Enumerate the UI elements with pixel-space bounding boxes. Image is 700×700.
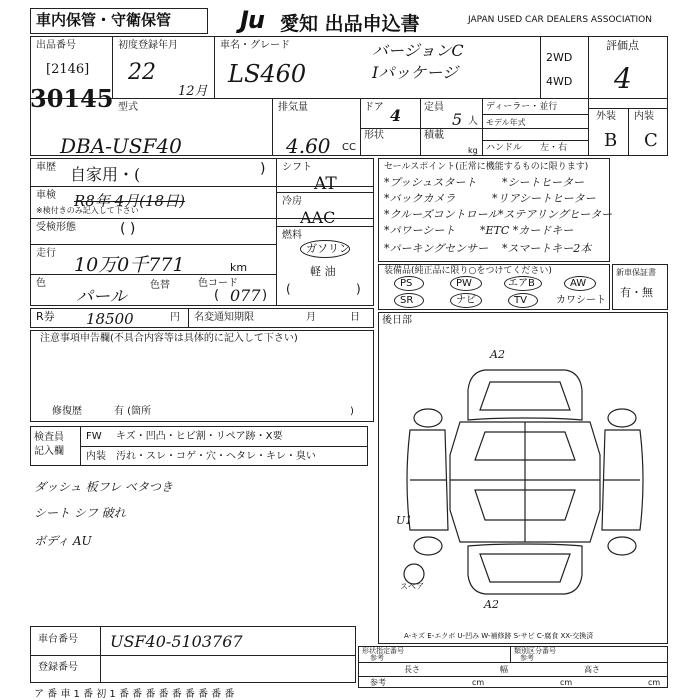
fuel-value2: 軽 油 <box>310 265 336 278</box>
model-grade-line2: Iパッケージ <box>372 63 459 82</box>
selling-left-1: *バックカメラ <box>384 192 456 205</box>
tax-day: 日 <box>350 312 360 323</box>
price-value: 18500 <box>86 310 134 328</box>
dims-unit-1: cm <box>472 678 485 687</box>
eq-pw: PW <box>456 278 472 289</box>
fuel-paren-close: ) <box>356 282 361 296</box>
registration-year: 22 <box>128 60 156 85</box>
displacement-value: 4.60 <box>286 134 331 158</box>
drive-2wd: 2WD <box>546 51 573 64</box>
dealer-label: ディーラー・並行 <box>486 102 558 112</box>
interior-value: C <box>644 130 658 151</box>
model-label: 車名・グレード <box>220 40 290 51</box>
dims-row1b-label: 類別区分番号 <box>514 647 556 655</box>
displacement-label: 排気量 <box>278 102 308 113</box>
selling-left-4: *パーキングセンサー <box>384 242 489 255</box>
bottom-strip: ア 番 車 1 番 初 1 番 番 番 番 番 番 番 番 番 <box>34 689 235 700</box>
eq-leather: カワシート <box>556 295 606 306</box>
displacement-unit: CC <box>342 142 356 153</box>
selling-right-4: *スマートキー2本 <box>502 242 592 255</box>
price-unit: 円 <box>170 312 180 323</box>
aircon-value: AAC <box>300 208 336 227</box>
dims-row1-label: 形状指定番号 <box>362 647 404 655</box>
tax-month: 月 <box>306 312 316 323</box>
selling-right-3: *ETC *カードキー <box>480 224 574 237</box>
dims-unit-3: cm <box>648 678 661 687</box>
color-paren-open: ( <box>214 288 220 303</box>
damage-mark-front: A2 <box>490 348 505 361</box>
selling-right-1: *リアシートヒーター <box>492 192 596 205</box>
load-unit: kg <box>468 146 478 155</box>
new-warranty-options: 有・無 <box>620 286 653 299</box>
capacity-value: 5 <box>452 110 463 129</box>
model-grade-line1: バージョンC <box>372 41 464 60</box>
mileage-unit: km <box>230 261 248 274</box>
inspector-int-items: 汚れ・スレ・コゲ・穴・ヘタレ・キレ・臭い <box>116 451 316 462</box>
dims-unit-2: cm <box>560 678 573 687</box>
selling-right-0: *シートヒーター <box>502 176 585 189</box>
shift-value: AT <box>314 174 337 194</box>
remark-line3: ボディ AU <box>34 534 92 548</box>
eq-airbag: エアB <box>508 278 535 289</box>
shape-label: 形状 <box>364 130 384 141</box>
drive-4wd: 4WD <box>546 75 573 88</box>
shift-label: シフト <box>282 162 312 173</box>
repair-close: ) <box>350 406 354 417</box>
doors-value: 4 <box>390 106 402 125</box>
model-year-label: モデル年式 <box>486 118 526 127</box>
dims-width: 幅 <box>500 665 508 674</box>
repair-label: 修復歴 <box>52 406 82 417</box>
capacity-label: 定員 <box>424 102 444 113</box>
handle-label: ハンドル <box>486 143 523 153</box>
model-name: LS460 <box>228 60 307 88</box>
history-value: 自家用・( <box>70 165 141 184</box>
score-label: 評価点 <box>606 39 639 52</box>
damage-mark-side: U1 <box>396 514 413 527</box>
color-code-value: 077 <box>230 286 261 305</box>
damage-legend: A-キズ E-エクボ U-凹み W-補修跡 S-サビ C-腐食 XX-交換済 <box>404 632 594 640</box>
fuel-paren-open: ( <box>286 282 291 296</box>
inspection-value: R8年 4月(18日) <box>74 192 185 210</box>
selling-left-0: *プッシュスタート <box>384 176 477 189</box>
history-close: ) <box>260 161 266 177</box>
inspector-fw-label: FW <box>86 431 102 442</box>
selling-right-2: *ステアリングヒーター <box>498 208 613 221</box>
mileage-label: 走行 <box>36 248 56 259</box>
inspector-label1: 検査員 <box>34 432 64 443</box>
exterior-label: 外装 <box>596 111 616 122</box>
eq-navi: ナビ <box>456 295 476 306</box>
eq-tv: TV <box>514 295 527 306</box>
new-warranty-label: 新車保証書 <box>616 268 656 277</box>
lot-label: 出品番号 <box>36 40 76 51</box>
color-label: 色 <box>36 278 46 289</box>
score-value: 4 <box>614 62 632 95</box>
inspector-int-label: 内装 <box>86 451 106 462</box>
equipment-label: 装備品(純正品に限り○をつけてください) <box>384 266 552 276</box>
inspection-label: 車検 <box>36 190 56 201</box>
color-paren-close: ) <box>262 288 268 303</box>
receipt-label: 受検形態 <box>36 222 76 233</box>
type-value: DBA-USF40 <box>60 134 182 158</box>
remark-line2: シート シフ 破れ <box>34 506 126 520</box>
registration-label: 初度登録年月 <box>118 40 178 51</box>
eq-ps: PS <box>400 278 413 289</box>
color-change-label: 色替 <box>150 280 170 291</box>
car-diagram <box>400 360 650 600</box>
color-value: パール <box>76 287 127 307</box>
selling-left-3: *パワーシート <box>384 224 456 237</box>
register-row <box>30 655 356 683</box>
spare-label: スペア <box>400 582 424 591</box>
selling-left-2: *クルーズコントロール <box>384 208 499 221</box>
lot-bracket-code: [2146] <box>46 62 90 77</box>
rear-label: 後日部 <box>382 315 412 326</box>
notes-label: 注意事項申告欄(不具合内容等は具体的に記入して下さい) <box>40 333 298 344</box>
storage-label: 車内保管・守衛保管 <box>36 11 172 29</box>
aircon-label: 冷房 <box>282 196 302 207</box>
inspection-note: ※検付きのみ記入して下さい <box>36 206 139 215</box>
dims-length: 長さ <box>404 665 420 674</box>
dims-row1b-sub: 参考 <box>520 654 534 662</box>
inspector-fw-items: キズ・凹凸・ヒビ割・リペア跡・X要 <box>116 431 283 442</box>
dims-row1-sub: 参考 <box>370 654 384 662</box>
register-label: 登録番号 <box>38 662 78 673</box>
selling-label: セールスポイント(正常に機能するものに限ります) <box>384 162 589 172</box>
tax-label: 名変通知期限 <box>194 312 254 323</box>
dims-height: 高さ <box>584 665 600 674</box>
handle-options: 左・右 <box>540 143 568 153</box>
eq-sr: SR <box>400 295 414 306</box>
lot-number: 30145 <box>30 84 114 113</box>
fuel-value1: ガソリン <box>306 242 350 255</box>
form-title: 愛知 出品申込書 <box>280 13 420 35</box>
load-label: 積載 <box>424 130 444 141</box>
mileage-value: 10万0千771 <box>74 254 185 276</box>
interior-label: 内装 <box>634 111 654 122</box>
history-label: 車歴 <box>36 162 56 173</box>
registration-month: 12月 <box>178 84 208 99</box>
capacity-unit: 人 <box>468 116 478 127</box>
fuel-label: 燃料 <box>282 230 302 241</box>
inspector-label2: 記入欄 <box>34 446 64 457</box>
chassis-value: USF40-5103767 <box>110 632 243 651</box>
price-label: R券 <box>36 310 55 323</box>
exterior-value: B <box>604 130 618 151</box>
color-code-label: 色コード <box>198 278 238 289</box>
damage-mark-rear: A2 <box>484 598 499 611</box>
chassis-label: 車台番号 <box>38 634 78 645</box>
dims-ref: 参考 <box>370 678 386 687</box>
doors-label: ドア <box>364 102 384 113</box>
association-name: JAPAN USED CAR DEALERS ASSOCIATION <box>468 15 652 25</box>
receipt-paren: ( ) <box>120 221 136 237</box>
ju-logo: Ju <box>240 6 265 34</box>
repair-value: 有 (箇所 <box>114 406 152 417</box>
remark-line1: ダッシュ 板フレ ベタつき <box>34 480 173 494</box>
type-label: 型式 <box>118 102 138 113</box>
eq-aw: AW <box>570 278 587 289</box>
